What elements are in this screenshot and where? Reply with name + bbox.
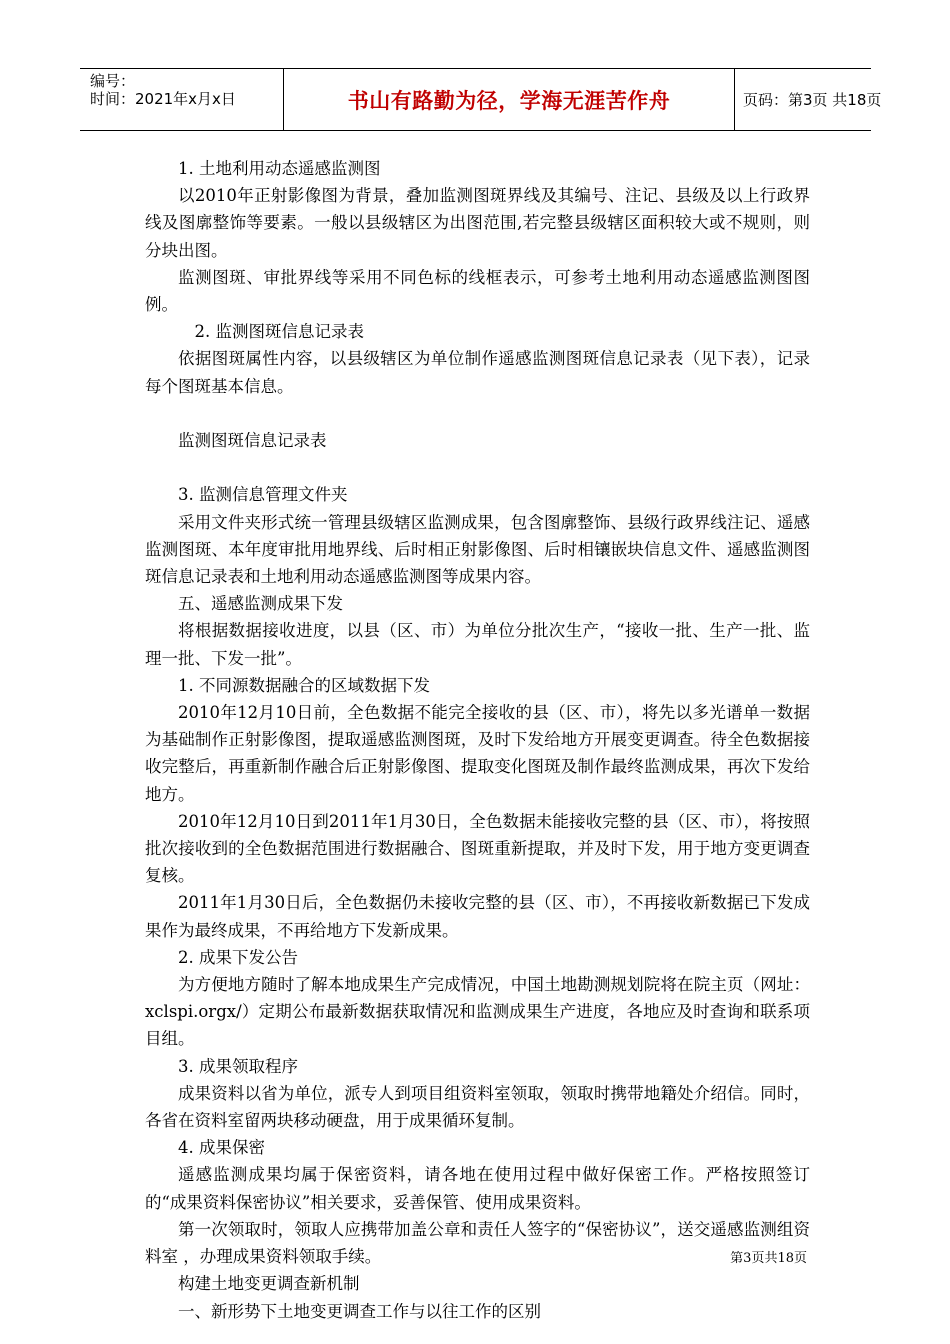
paragraph: 成果资料以省为单位，派专人到项目组资料室领取，领取时携带地籍处介绍信。同时，各省在资料室留两块移动硬盘，用于成果循环复制。 — [145, 1083, 810, 1131]
paragraph: 2011年1月30日后，全色数据仍未接收完整的县（区、市），不再接收新数据已下发成果作为最终成果，不再给地方下发新成果。 — [145, 893, 810, 940]
paragraph: 依据图斑属性内容，以县级辖区为单位制作遥感监测图斑信息记录表（见下表），记录每个图斑基本信息。 — [145, 349, 810, 396]
page-footer: 第3页共18页 — [730, 1251, 807, 1266]
paragraph: 2010年12月10日到2011年1月30日，全色数据未能接收完整的县（区、市），将按照批次接收到的全色数据范围进行数据融合、图斑重新提取，并及时下发，用于地方变更调查复核。 — [145, 811, 810, 886]
page-header — [80, 68, 882, 131]
header-page-cell — [735, 69, 882, 130]
section-heading: 4. 成果保密 — [178, 1138, 265, 1158]
section-heading: 3. 监测信息管理文件夹 — [178, 485, 348, 505]
paragraph: 将根据数据接收进度，以县（区、市）为单位分批次生产，“接收一批、生产一批、监理一批、下发一批”。 — [145, 621, 810, 668]
blank-line — [145, 454, 810, 481]
header-meta-cell — [80, 69, 283, 130]
paragraph: 2010年12月10日前，全色数据不能完全接收的县（区、市），将先以多光谱单一数据为基础制作正射影像图，提取遥感监测图斑，及时下发给地方开展变更调查。待全色数据接收完整后，再重新制作融合后正射影像图、提取变化图斑及制作最终监测成果，再次下发给地方。 — [145, 703, 810, 804]
section-heading: 1. 不同源数据融合的区域数据下发 — [178, 675, 430, 695]
paragraph: 采用文件夹形式统一管理县级辖区监测成果，包含图廓整饰、县级行政界线注记、遥感监测图斑、本年度审批用地界线、后时相正射影像图、后时相镶嵌块信息文件、遥感监测图斑信息记录表和土地利用动态遥感监测图等成果内容。 — [145, 512, 810, 587]
document-body — [145, 155, 810, 1325]
section-heading: 2. 成果下发公告 — [178, 947, 298, 967]
header-motto-cell — [283, 69, 735, 130]
document-number-label: 编号： — [90, 72, 136, 90]
paragraph: 监测图斑、审批界线等采用不同色标的线框表示，可参考土地利用动态遥感监测图图例。 — [145, 267, 810, 315]
document-date-label: 时间：2021年x月x日 — [90, 90, 236, 108]
section-heading: 3. 成果领取程序 — [178, 1056, 298, 1076]
paragraph: 遥感监测成果均属于保密资料，请各地在使用过程中做好保密工作。严格按照签订的“成果资料保密协议”相关要求，妥善保管、使用成果资料。 — [145, 1165, 810, 1212]
header-motto: 书山有路勤为径，学海无涯苦作舟 — [347, 88, 671, 113]
table-caption: 监测图斑信息记录表 — [178, 431, 327, 451]
header-page-info: 页码：第3页 共18页 — [743, 91, 882, 109]
blank-line — [145, 400, 810, 427]
paragraph: 第一次领取时，领取人应携带加盖公章和责任人签字的“保密协议”，送交遥感监测组资料室 ，办理成果资料领取手续。 — [145, 1219, 810, 1267]
section-heading: 构建土地变更调查新机制 — [178, 1274, 360, 1294]
section-heading: 2. 监测图斑信息记录表 — [178, 322, 364, 342]
paragraph: 以2010年正射影像图为背景，叠加监测图斑界线及其编号、注记、县级及以上行政界线及图廓整饰等要素。一般以县级辖区为出图范围,若完整县级辖区面积较大或不规则，则分块出图。 — [145, 186, 810, 260]
section-heading: 一、新形势下土地变更调查工作与以往工作的区别 — [178, 1301, 541, 1321]
section-heading: 五、遥感监测成果下发 — [178, 594, 343, 614]
paragraph: 为方便地方随时了解本地成果生产完成情况，中国土地勘测规划院将在院主页（网址：xclspi.orgx/）定期公布最新数据获取情况和监测成果生产进度，各地应及时查询和联系项目组。 — [145, 975, 810, 1049]
section-heading: 1. 土地利用动态遥感监测图 — [178, 159, 381, 178]
